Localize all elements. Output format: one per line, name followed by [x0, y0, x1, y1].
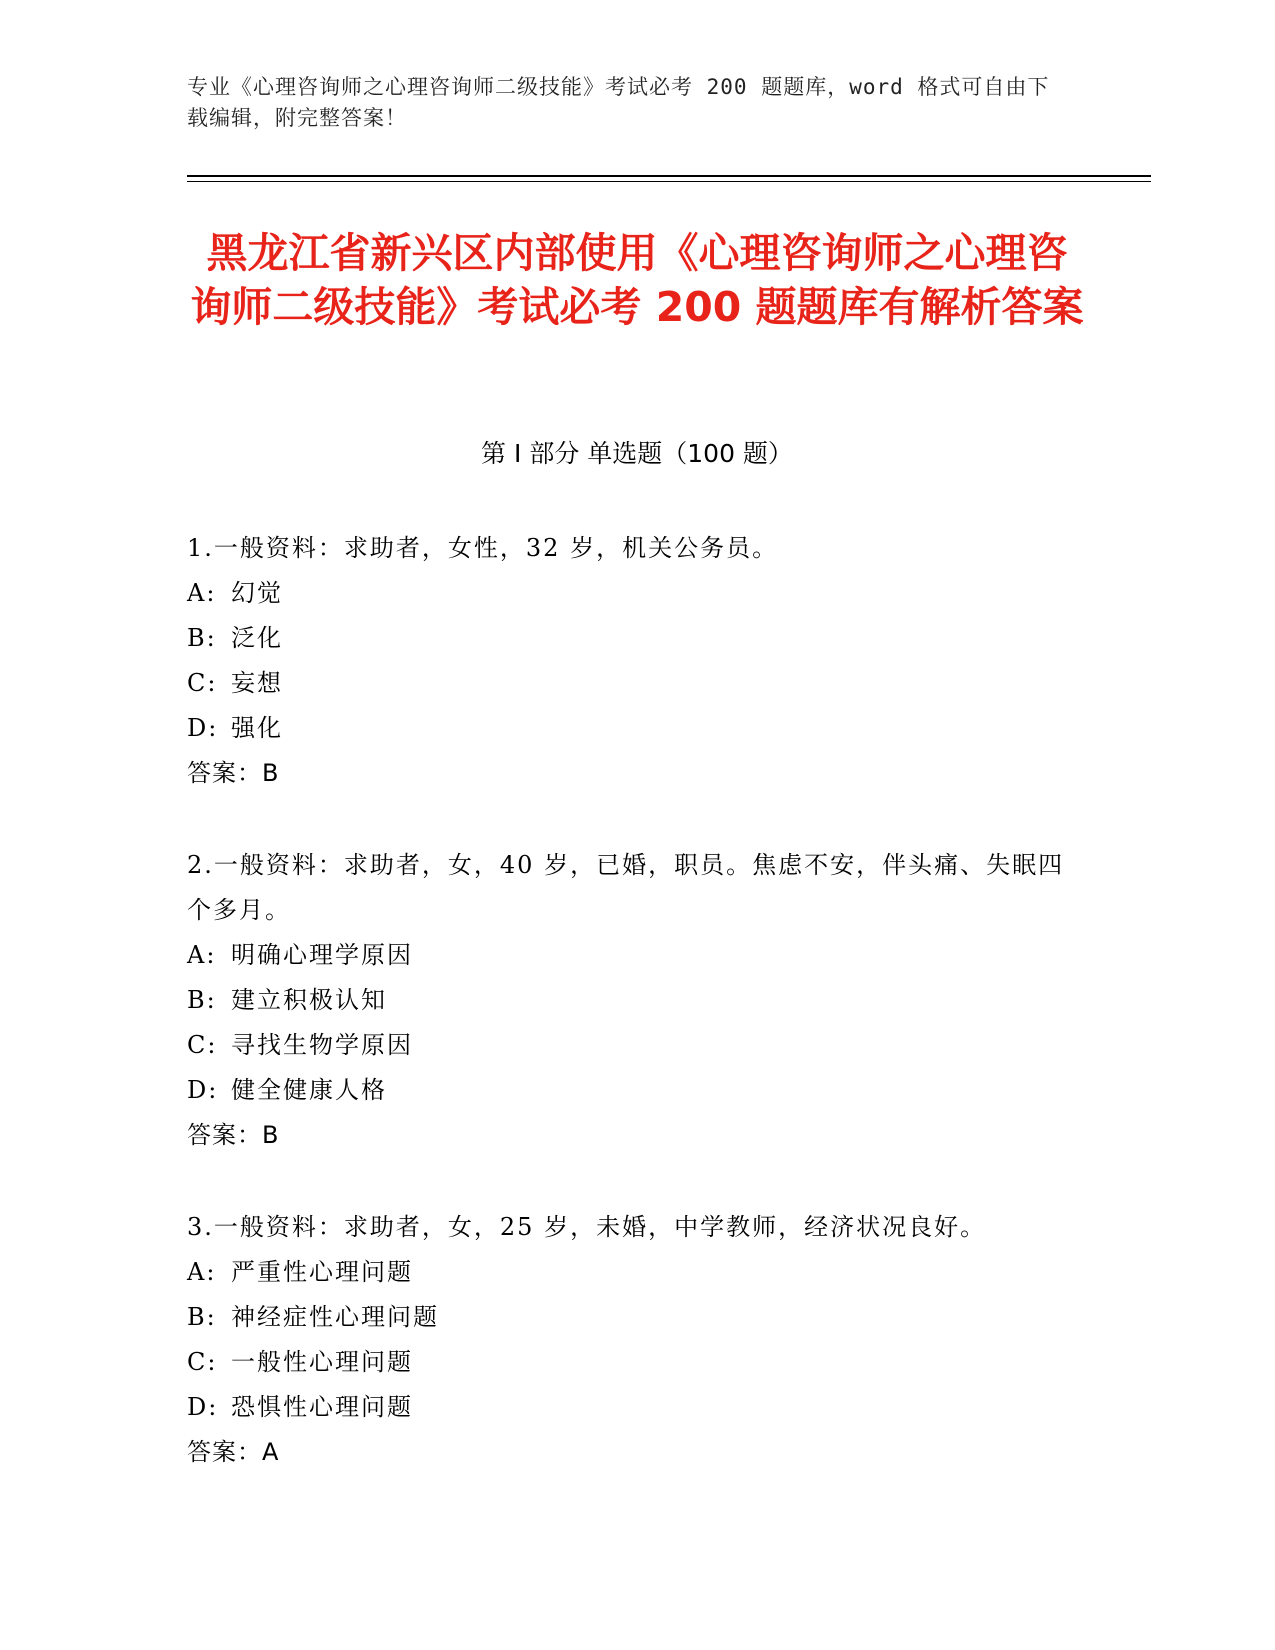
header-divider-thick — [187, 175, 1151, 177]
question-stem: 1.一般资料：求助者，女性，32 岁，机关公务员。 — [187, 534, 779, 562]
option-text: 明确心理学原因 — [231, 941, 413, 969]
document-title: 黑龙江省新兴区内部使用《心理咨询师之心理咨询师二级技能》考试必考 200 题题库有解析答案 — [190, 229, 1084, 331]
option-b — [187, 616, 1067, 661]
option-text: 强化 — [231, 714, 283, 742]
option-key: B: — [187, 986, 217, 1014]
option-text: 建立积极认知 — [231, 986, 387, 1014]
option-a — [187, 1250, 1067, 1295]
question-1 — [187, 526, 1067, 796]
option-key: D: — [187, 1076, 219, 1104]
option-text: 寻找生物学原因 — [231, 1031, 413, 1059]
answer-line: 答案：B — [187, 1121, 280, 1149]
option-key: A: — [187, 579, 217, 607]
section-title: 第 I 部分 单选题（100 题） — [481, 439, 793, 468]
option-text: 幻觉 — [231, 579, 283, 607]
option-a — [187, 571, 1067, 616]
option-key: C: — [187, 669, 218, 697]
option-d — [187, 706, 1067, 751]
option-c — [187, 661, 1067, 706]
option-key: D: — [187, 1393, 219, 1421]
option-key: C: — [187, 1031, 218, 1059]
option-text: 严重性心理问题 — [231, 1258, 413, 1286]
option-text: 泛化 — [231, 624, 283, 652]
option-text: 健全健康人格 — [231, 1076, 387, 1104]
option-text: 恐惧性心理问题 — [231, 1393, 413, 1421]
answer-line: 答案：B — [187, 759, 280, 787]
question-2 — [187, 843, 1067, 1158]
option-c — [187, 1340, 1067, 1385]
option-text: 神经症性心理问题 — [231, 1303, 439, 1331]
header-note: 专业《心理咨询师之心理咨询师二级技能》考试必考 200 题题库，word 格式可自由下载编辑，附完整答案！ — [187, 75, 1050, 130]
option-key: C: — [187, 1348, 218, 1376]
option-key: A: — [187, 941, 217, 969]
option-text: 一般性心理问题 — [231, 1348, 413, 1376]
question-stem: 2.一般资料：求助者，女，40 岁，已婚，职员。焦虑不安，伴头痛、失眠四个多月。 — [187, 851, 1065, 924]
option-b — [187, 978, 1067, 1023]
question-3 — [187, 1205, 1067, 1475]
option-key: A: — [187, 1258, 217, 1286]
answer-line: 答案：A — [187, 1438, 280, 1466]
option-b — [187, 1295, 1067, 1340]
option-c — [187, 1023, 1067, 1068]
option-text: 妄想 — [231, 669, 283, 697]
header-divider-thin — [187, 181, 1151, 182]
option-d — [187, 1385, 1067, 1430]
option-d — [187, 1068, 1067, 1113]
option-key: D: — [187, 714, 219, 742]
question-stem: 3.一般资料：求助者，女，25 岁，未婚，中学教师，经济状况良好。 — [187, 1213, 987, 1241]
option-key: B: — [187, 624, 217, 652]
option-key: B: — [187, 1303, 217, 1331]
option-a — [187, 933, 1067, 978]
